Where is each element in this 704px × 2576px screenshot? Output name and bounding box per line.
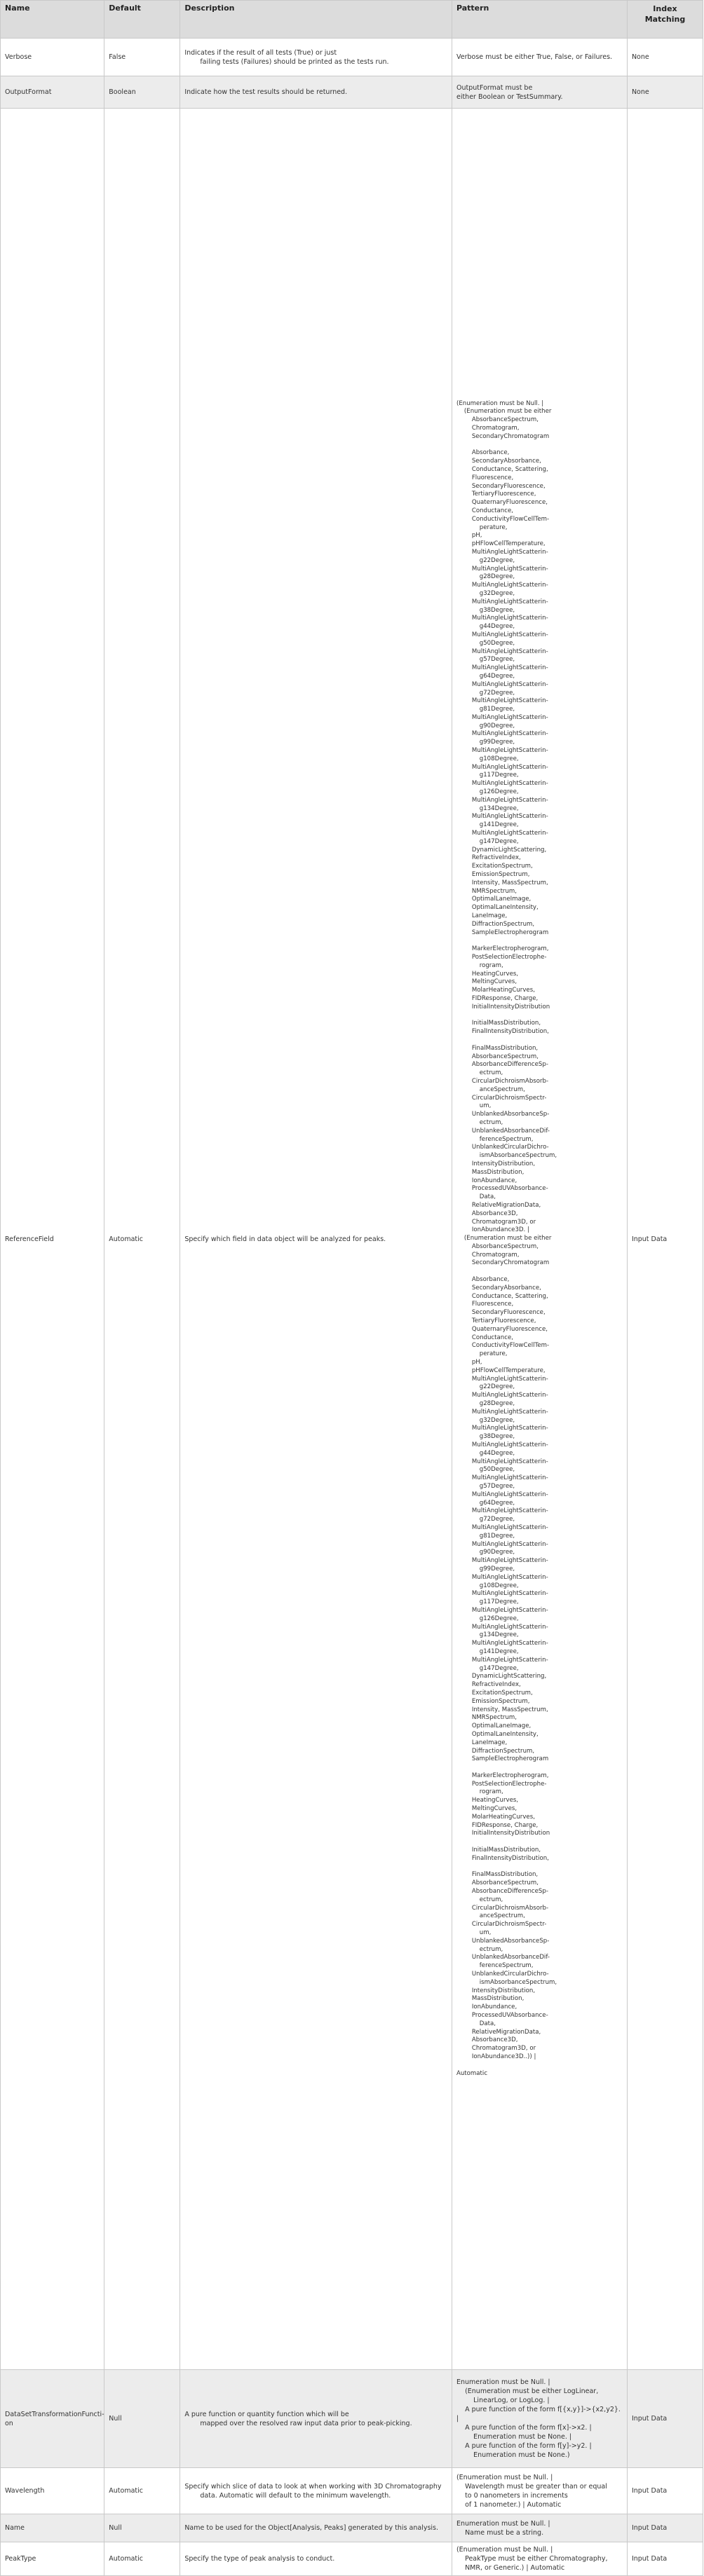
pattern-line: MultiAngleLightScatterin- [456,813,548,821]
pattern-line: Absorbance, [456,1276,510,1284]
pattern-line: (Enumeration must be Null. | [456,2473,553,2481]
pattern-line: Chromatogram, [456,1251,520,1259]
pattern-line: Automatic [456,2069,488,2077]
option-name: PeakType [5,2555,36,2563]
pattern-line: MeltingCurves, [456,1805,517,1813]
description-line: failing tests (Failures) should be printed as the tests run. [200,57,389,66]
pattern-line: UnblankedAbsorbanceSp- [456,1111,550,1118]
pattern-line: MolarHeatingCurves, [456,1813,535,1821]
pattern-line: g99Degree, [456,1565,515,1573]
description-line: Name to be used for the Object[Analysis, Peaks] generated by this analysis. [184,2524,439,2532]
cell-pattern [452,109,627,2370]
cell-pattern [452,2542,627,2576]
table-row [1,2514,703,2542]
pattern-line: MultiAngleLightScatterin- [456,582,548,589]
cell-name [1,2514,104,2542]
pattern-line: g90Degree, [456,722,515,729]
pattern-line: OptimalLaneImage, [456,1722,532,1730]
pattern-line: MultiAngleLightScatterin- [456,730,548,738]
cell-default: Automatic [104,2468,180,2514]
pattern-line: Enumeration must be None. | [456,2433,572,2441]
pattern-line: MultiAngleLightScatterin- [456,1590,548,1598]
pattern-line: FinalMassDistribution, [456,1044,539,1052]
pattern-line: MarkerElectropherogram, [456,945,549,953]
pattern-line: DynamicLightScattering, [456,846,547,854]
option-name: Verbose [5,53,32,61]
pattern-line: ConductivityFlowCellTem- [456,1342,550,1350]
option-name: OutputFormat [5,88,52,96]
cell-default: Boolean [104,76,180,109]
pattern-line: g50Degree, [456,639,515,647]
pattern-line: g147Degree, [456,1664,519,1672]
pattern-line: RefractiveIndex, [456,1681,521,1689]
pattern-line: MultiAngleLightScatterin- [456,1623,548,1631]
pattern-line: InitialMassDistribution, [456,1020,541,1027]
pattern-line: pHFlowCellTemperature, [456,1366,546,1374]
pattern-line: PeakType must be either Chromatography, [456,2555,608,2563]
pattern-line: g28Degree, [456,573,515,581]
pattern-line: NMRSpectrum, [456,887,517,895]
table-row [1,39,703,76]
pattern-line: MultiAngleLightScatterin- [456,1375,548,1383]
pattern-line: EmissionSpectrum, [456,871,530,879]
pattern-line: g134Degree, [456,804,519,812]
pattern-line: um, [456,1929,492,1937]
cell-pattern [452,39,627,76]
pattern-line: MultiAngleLightScatterin- [456,1540,548,1548]
pattern-line: MultiAngleLightScatterin- [456,1656,548,1664]
pattern-line: Chromatogram3D, or [456,1218,536,1226]
pattern-line: MultiAngleLightScatterin- [456,697,548,705]
pattern-line: g32Degree, [456,1416,515,1424]
pattern-line [456,1863,623,1872]
cell-name [1,2370,104,2468]
pattern-line: ectrum, [456,1069,503,1077]
pattern-line: MultiAngleLightScatterin- [456,631,548,638]
pattern-line: rogram, [456,1788,503,1796]
pattern-line: FIDResponse, Charge, [456,1821,539,1829]
description-line: Specify which slice of data to look at when working with 3D Chromatography [184,2482,442,2491]
pattern-line: g117Degree, [456,772,519,779]
cell-default: Automatic [104,2542,180,2576]
pattern-line: MultiAngleLightScatterin- [456,1523,548,1531]
pattern-line: MarkerElectropherogram, [456,1772,549,1779]
pattern-line: SecondaryChromatogram [456,1259,550,1267]
pattern-line: (Enumeration must be Null. | [456,2546,553,2554]
description-line: Indicate how the test results should be returned. [184,88,348,96]
pattern-line: UnblankedAbsorbanceDif- [456,1954,550,1961]
cell-pattern [452,2514,627,2542]
pattern-line: g126Degree, [456,788,519,796]
cell-description [180,39,452,76]
header-row [1,1,703,39]
pattern-line: UnblankedAbsorbanceDif- [456,1127,550,1135]
pattern-line: anceSpectrum, [456,1085,525,1093]
pattern-line: LaneImage, [456,912,508,920]
pattern-line: FinalMassDistribution, [456,1871,539,1879]
pattern-line: MultiAngleLightScatterin- [456,1408,548,1416]
pattern-line: MultiAngleLightScatterin- [456,615,548,622]
table-row [1,109,703,2370]
pattern-line: LinearLog, or LogLog. | [456,2397,550,2404]
pattern-line: g50Degree, [456,1466,515,1474]
pattern-line: InitialMassDistribution, [456,1847,541,1854]
pattern-line: (Enumeration must be either LogLinear, [456,2387,599,2395]
pattern-line: DiffractionSpectrum, [456,920,535,928]
table-body [1,39,703,2576]
pattern-line: QuaternaryFluorescence, [456,1325,548,1333]
pattern-line: Verbose must be either True, False, or Failures. [456,53,613,61]
pattern-line: SecondaryAbsorbance, [456,1284,541,1292]
cell-description [180,2370,452,2468]
pattern-line: FinalIntensityDistribution, [456,1854,549,1862]
pattern-line: SecondaryAbsorbance, [456,458,541,465]
pattern-line: MultiAngleLightScatterin- [456,1474,548,1482]
pattern-line: MultiAngleLightScatterin- [456,664,548,672]
pattern-line: ismAbsorbanceSpectrum, [456,1152,557,1160]
header-pattern: Pattern [452,1,627,39]
cell-pattern [452,2468,627,2514]
pattern-line: SecondaryFluorescence, [456,1309,546,1317]
header-name: Name [1,1,104,39]
pattern-line: ferenceSpectrum, [456,1962,534,1970]
pattern-line: IntensityDistribution, [456,1987,536,1994]
header-index-matching: Index Matching [627,1,703,39]
pattern-line: Wavelength must be greater than or equal [456,2482,607,2491]
option-name: ReferenceField [5,1235,54,1243]
cell-index-matching: None [627,39,703,76]
pattern-line: OptimalLaneIntensity, [456,904,539,912]
pattern-line: SecondaryFluorescence, [456,482,546,490]
pattern-line: Conductance, [456,1334,513,1341]
cell-description [180,2542,452,2576]
pattern-line: ectrum, [456,1896,503,1903]
pattern-line: MultiAngleLightScatterin- [456,598,548,605]
description-line: mapped over the resolved raw input data prior to peak-picking. [200,2419,412,2427]
cell-pattern [452,2370,627,2468]
cell-description [180,109,452,2370]
pattern-line: IonAbundance3D. | [456,1226,529,1234]
pattern-line: MultiAngleLightScatterin- [456,763,548,771]
pattern-line: NMR, or Generic.) | Automatic [456,2564,565,2572]
pattern-line: perature, [456,523,508,531]
pattern-line: g38Degree, [456,606,515,614]
pattern-line: Enumeration must be Null. | [456,2378,550,2386]
pattern-line: InitialIntensityDistribution [456,1830,550,1837]
cell-default: Null [104,2370,180,2468]
pattern-line: ProcessedUVAbsorbance- [456,2012,548,2019]
pattern-line: PostSelectionElectrophe- [456,954,547,961]
pattern-line: Enumeration must be None.) [456,2451,570,2459]
pattern-line: g108Degree, [456,755,519,762]
header-default: Default [104,1,180,39]
pattern-line: Enumeration must be Null. | [456,2519,550,2528]
cell-index-matching: Input Data [627,2542,703,2576]
pattern-line: MultiAngleLightScatterin- [456,1458,548,1465]
pattern-line: g22Degree, [456,556,515,564]
pattern-line: Conductance, [456,507,513,514]
pattern-line [456,1012,623,1020]
pattern-line: SampleElectropherogram [456,929,549,936]
pattern-line: g22Degree, [456,1383,515,1391]
pattern-line: (Enumeration must be either [456,408,552,416]
cell-index-matching: None [627,76,703,109]
cell-name [1,76,104,109]
pattern-line: MassDistribution, [456,1168,524,1176]
pattern-line: AbsorbanceSpectrum, [456,416,539,424]
pattern-line: MassDistribution, [456,1995,524,2003]
pattern-line: g141Degree, [456,821,519,829]
pattern-line: MultiAngleLightScatterin- [456,1573,548,1581]
pattern-line: Data, [456,2020,496,2027]
pattern-line: anceSpectrum, [456,1912,525,1920]
table-row [1,2370,703,2468]
pattern-line: NMRSpectrum, [456,1714,517,1722]
pattern-line: A pure function of the form f[y]->y2. | [456,2442,592,2450]
pattern-line: g141Degree, [456,1647,519,1655]
pattern-line: Chromatogram3D, or [456,2045,536,2053]
pattern-line: g57Degree, [456,1483,515,1490]
pattern-line: Fluorescence, [456,474,514,481]
table-row [1,2468,703,2514]
pattern-line: g90Degree, [456,1549,515,1556]
pattern-line: ferenceSpectrum, [456,1135,534,1143]
pattern-line: g38Degree, [456,1433,515,1441]
pattern-line: g28Degree, [456,1400,515,1408]
cell-index-matching: Input Data [627,2370,703,2468]
pattern-line: pHFlowCellTemperature, [456,540,546,548]
pattern-line: MolarHeatingCurves, [456,987,535,994]
pattern-line: UnblankedCircularDichro- [456,1144,549,1151]
pattern-line: rogram, [456,961,503,969]
option-name: DataSetTransformationFuncti- [5,2410,104,2418]
pattern-line: perature, [456,1350,508,1358]
pattern-line: g72Degree, [456,1516,515,1523]
description-line: Indicates if the result of all tests (True) or just [184,48,337,57]
pattern-line: DynamicLightScattering, [456,1673,547,1680]
pattern-line: TertiaryFluorescence, [456,491,536,498]
pattern-line: Intensity, MassSpectrum, [456,1706,548,1713]
pattern-line: g108Degree, [456,1582,519,1589]
pattern-line [456,441,623,450]
pattern-line: Absorbance3D, [456,1210,518,1217]
pattern-line: MultiAngleLightScatterin- [456,830,548,837]
pattern-line: g99Degree, [456,739,515,746]
pattern-line: Intensity, MassSpectrum, [456,879,548,886]
pattern-line [456,937,623,945]
pattern-line: g32Degree, [456,589,515,597]
header-description: Description [180,1,452,39]
pattern-line: either Boolean or TestSummary. [456,93,563,101]
pattern-line: CircularDichroismAbsorb- [456,1077,549,1085]
description-line: Specify the type of peak analysis to conduct. [184,2555,335,2563]
pattern-line: RelativeMigrationData, [456,1201,541,1209]
description-line: A pure function or quantity function which will be [184,2410,349,2418]
option-name: Wavelength [5,2487,45,2495]
description-line: Specify which field in data object will be analyzed for peaks. [184,1235,386,1243]
pattern-line: g72Degree, [456,689,515,697]
pattern-line: g44Degree, [456,1449,515,1457]
cell-default: Automatic [104,109,180,2370]
table-row [1,2542,703,2576]
pattern-line: (Enumeration must be either [456,1235,552,1242]
pattern-line [456,1268,623,1276]
pattern-line: CircularDichroismAbsorb- [456,1904,549,1912]
pattern-line: FIDResponse, Charge, [456,994,539,1002]
pattern-line [456,2062,623,2070]
pattern-line: QuaternaryFluorescence, [456,499,548,507]
pattern-line: ExcitationSpectrum, [456,1689,533,1697]
pattern-line: AbsorbanceSpectrum, [456,1242,539,1250]
pattern-line: (Enumeration must be Null. | [456,399,544,407]
pattern-line: EmissionSpectrum, [456,1697,530,1705]
pattern-line: Fluorescence, [456,1301,514,1308]
pattern-line: MultiAngleLightScatterin- [456,1425,548,1432]
pattern-line: Conductance, Scattering, [456,465,548,473]
pattern-line: IonAbundance, [456,1177,517,1184]
pattern-line: MultiAngleLightScatterin- [456,1640,548,1647]
pattern-line [456,1036,623,1045]
pattern-line: IonAbundance, [456,2003,517,2011]
pattern-line: RelativeMigrationData, [456,2028,541,2036]
pattern-line: g126Degree, [456,1615,519,1622]
cell-name [1,2468,104,2514]
pattern-line: g57Degree, [456,656,515,664]
description-line: data. Automatic will default to the minimum wavelength. [200,2491,391,2500]
pattern-line: A pure function of the form f[{x,y}]->{x2,y2}. | [456,2406,623,2423]
pattern-line: UnblankedAbsorbanceSp- [456,1937,550,1945]
pattern-line: ectrum, [456,1118,503,1126]
pattern-line: MultiAngleLightScatterin- [456,1392,548,1399]
pattern-line [456,1838,623,1847]
pattern-line: CircularDichroismSpectr- [456,1094,547,1102]
pattern-line: MultiAngleLightScatterin- [456,1557,548,1565]
pattern-line: ConductivityFlowCellTem- [456,515,550,523]
pattern-line: g64Degree, [456,672,515,680]
pattern-line: um, [456,1102,492,1110]
cell-description [180,76,452,109]
pattern-line: MultiAngleLightScatterin- [456,680,548,688]
pattern-line: MultiAngleLightScatterin- [456,713,548,721]
pattern-line: SecondaryChromatogram [456,432,550,440]
pattern-line: PostSelectionElectrophe- [456,1780,547,1788]
option-name-continued: on [5,2419,13,2427]
pattern-line: g117Degree, [456,1598,519,1606]
pattern-line: of 1 nanometer.) | Automatic [456,2500,562,2509]
pattern-line: g81Degree, [456,1532,515,1540]
pattern-line: AbsorbanceSpectrum, [456,1053,539,1060]
pattern-line: MultiAngleLightScatterin- [456,796,548,804]
pattern-line: DiffractionSpectrum, [456,1747,535,1755]
pattern-line: g147Degree, [456,837,519,845]
table-row [1,76,703,109]
pattern-line: ectrum, [456,1945,503,1953]
cell-name [1,2542,104,2576]
cell-description [180,2514,452,2542]
pattern-line: Name must be a string. [456,2528,544,2537]
pattern-line [456,1764,623,1772]
pattern-line: MultiAngleLightScatterin- [456,1507,548,1515]
pattern-line: AbsorbanceDifferenceSp- [456,1061,548,1069]
pattern-line: IntensityDistribution, [456,1160,536,1167]
pattern-line: SampleElectropherogram [456,1755,549,1763]
pattern-line: g64Degree, [456,1499,515,1507]
pattern-line: Chromatogram, [456,425,520,432]
pattern-line: pH, [456,532,482,540]
option-name: Name [5,2524,25,2532]
pattern-line: RefractiveIndex, [456,854,521,862]
pattern-line: AbsorbanceDifferenceSp- [456,1888,548,1896]
pattern-line: MultiAngleLightScatterin- [456,1491,548,1498]
pattern-line: FinalIntensityDistribution, [456,1028,549,1036]
pattern-line: HeatingCurves, [456,970,519,978]
pattern-line: Absorbance3D, [456,2036,518,2044]
cell-name [1,109,104,2370]
pattern-line: MultiAngleLightScatterin- [456,1606,548,1614]
pattern-line: ismAbsorbanceSpectrum, [456,1978,557,1986]
pattern-line: InitialIntensityDistribution [456,1003,550,1010]
pattern-line: OptimalLaneImage, [456,896,532,903]
pattern-line: MultiAngleLightScatterin- [456,548,548,556]
pattern-line: ProcessedUVAbsorbance- [456,1185,548,1193]
pattern-line: LaneImage, [456,1739,508,1746]
pattern-line: MultiAngleLightScatterin- [456,747,548,755]
pattern-line: Absorbance, [456,449,510,457]
pattern-line: MeltingCurves, [456,978,517,986]
cell-name [1,39,104,76]
pattern-line: OptimalLaneIntensity, [456,1730,539,1738]
pattern-line: to 0 nanometers in increments [456,2491,568,2500]
cell-default: Null [104,2514,180,2542]
pattern-line: pH, [456,1359,482,1366]
pattern-line: MultiAngleLightScatterin- [456,780,548,788]
cell-pattern [452,76,627,109]
pattern-line: UnblankedCircularDichro- [456,1971,549,1978]
cell-index-matching: Input Data [627,109,703,2370]
pattern-line: MultiAngleLightScatterin- [456,565,548,573]
pattern-line: AbsorbanceSpectrum, [456,1879,539,1887]
cell-description [180,2468,452,2514]
pattern-line: IonAbundance3D..)) | [456,2053,536,2060]
pattern-line: Conductance, Scattering, [456,1292,548,1300]
pattern-line: Data, [456,1193,496,1201]
pattern-line: OutputFormat must be [456,83,533,92]
pattern-line: MultiAngleLightScatterin- [456,648,548,655]
pattern-line: g44Degree, [456,623,515,631]
pattern-line: MultiAngleLightScatterin- [456,1441,548,1449]
pattern-line: A pure function of the form f[x]->x2. | [456,2424,592,2432]
pattern-line: TertiaryFluorescence, [456,1317,536,1325]
cell-index-matching: Input Data [627,2514,703,2542]
pattern-line: ExcitationSpectrum, [456,863,533,870]
cell-index-matching: Input Data [627,2468,703,2514]
pattern-line: g134Degree, [456,1631,519,1639]
pattern-line: CircularDichroismSpectr- [456,1921,547,1928]
pattern-line: HeatingCurves, [456,1797,519,1804]
pattern-line: g81Degree, [456,706,515,713]
cell-default: False [104,39,180,76]
